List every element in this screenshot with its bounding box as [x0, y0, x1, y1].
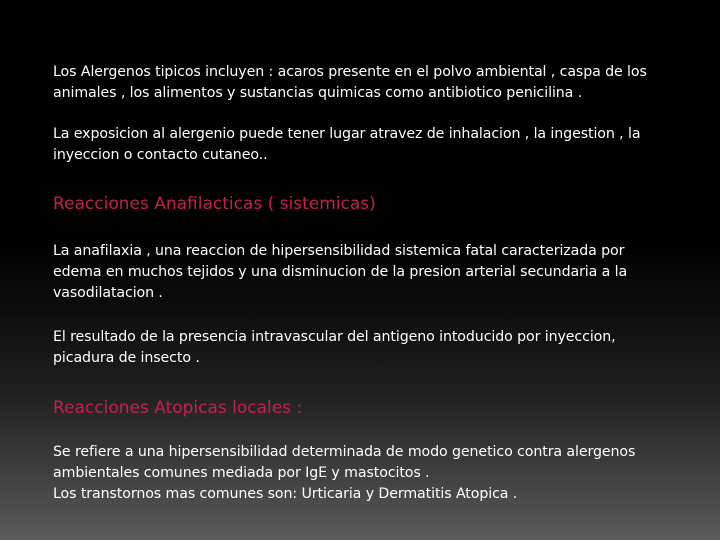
- atopic-paragraph: Se refiere a una hipersensibilidad determinada de modo genetico contra alergenos ambientales comunes mediada por IgE y mastocitos . Los transtornos mas comunes son: Urticaria y Dermatitis Atopica .: [53, 444, 636, 502]
- exposure-paragraph: La exposicion al alergenio puede tener lugar atravez de inhalacion , la ingestion , la inyeccion o contacto cutaneo..: [53, 126, 641, 163]
- anaphylactic-heading: Reacciones Anafilacticas ( sistemicas): [53, 194, 376, 214]
- allergens-paragraph: Los Alergenos tipicos incluyen : acaros presente en el polvo ambiental , caspa de los animales , los alimentos y sustancias quimicas como antibiotico penicilina .: [53, 64, 647, 101]
- anaphylaxis-paragraph: La anafilaxia , una reaccion de hipersensibilidad sistemica fatal caracterizada por edema en muchos tejidos y una disminucion de la presion arterial secundaria a la vasodilatacion .: [53, 243, 628, 301]
- intravascular-paragraph: El resultado de la presencia intravascular del antigeno intoducido por inyeccion, picadura de insecto .: [53, 329, 616, 366]
- atopic-heading: Reacciones Atopicas locales :: [53, 398, 303, 418]
